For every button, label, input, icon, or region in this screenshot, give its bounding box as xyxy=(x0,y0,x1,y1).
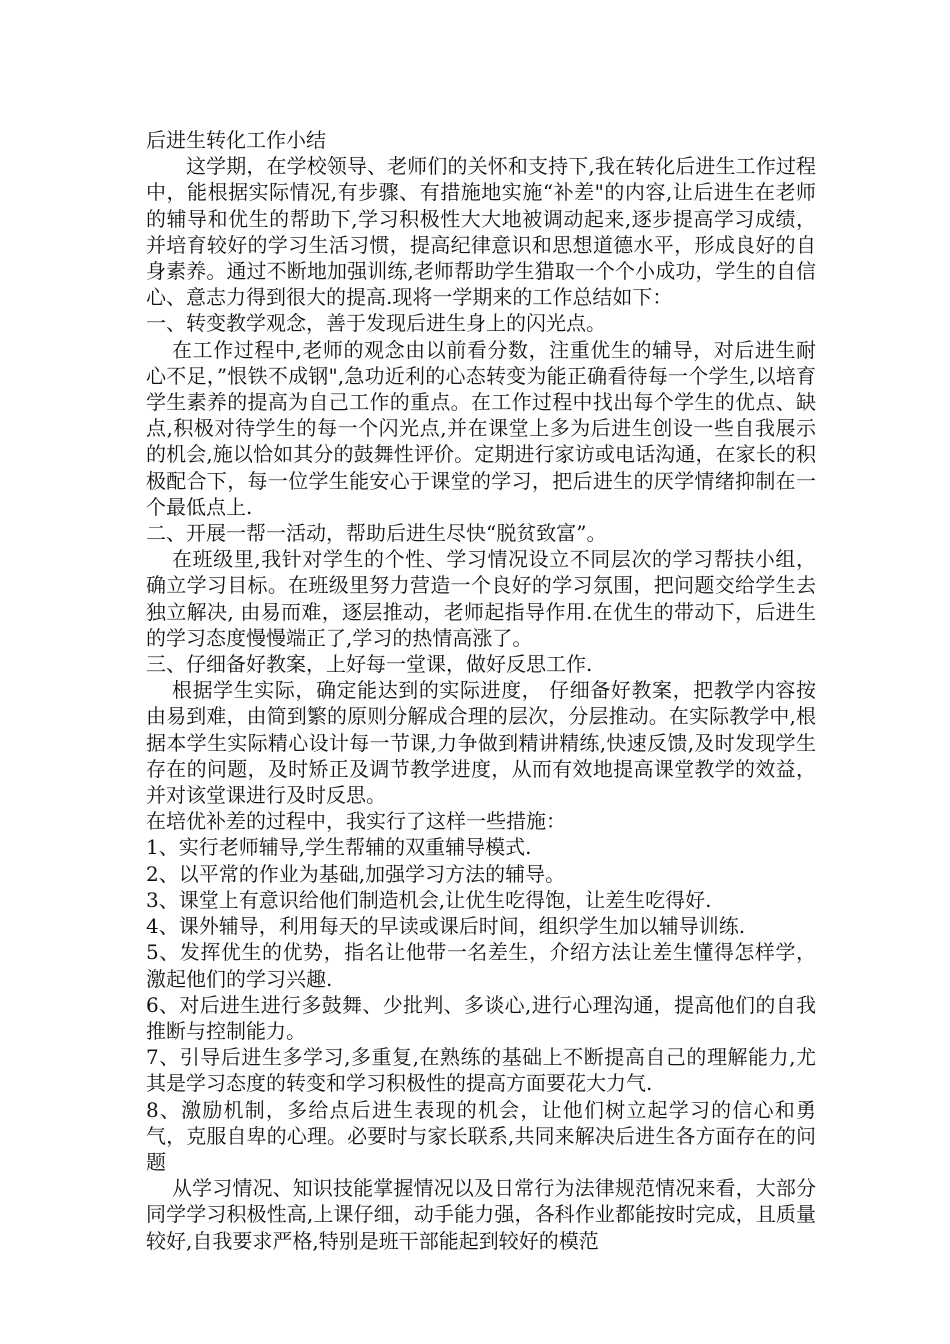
measure-item-6: 6、对后进生进行多鼓舞、少批判、多谈心,进行心理沟通，提高他们的自我推断与控制能力。 xyxy=(146,992,816,1043)
measure-item-7: 7、引导后进生多学习,多重复,在熟练的基础上不断提高自己的理解能力,尤其是学习态度的转变和学习积极性的提高方面要花大力气. xyxy=(146,1045,816,1096)
section3-paragraph: 根据学生实际，确定能达到的实际进度， 仔细备好教案，把教学内容按由易到难，由简到繁的原则分解成合理的层次，分层推动。在实际教学中,根据本学生实际精心设计每一节课,力争做到精讲精练,快速反馈,及时发现学生存在的问题，及时矫正及调节教学进度，从而有效地提高课堂教学的效益，并对该堂课进行及时反思。 xyxy=(146,678,816,808)
document-page xyxy=(146,127,816,1254)
measures-intro: 在培优补差的过程中，我实行了这样一些措施： xyxy=(146,809,566,834)
intro-paragraph: 这学期，在学校领导、老师们的关怀和支持下,我在转化后进生工作过程中，能根据实际情况,有步骤、有措施地实施“补差"的内容,让后进生在老师的辅导和优生的帮助下,学习积极性大大地被调动起来,逐步提高学习成绩，并培育较好的学习生活习惯，提高纪律意识和思想道德水平，形成良好的自身素养。通过不断地加强训练,老师帮助学生猎取一个个小成功，学生的自信心、意志力得到很大的提高.现将一学期来的工作总结如下： xyxy=(146,154,816,310)
document-title: 后进生转化工作小结 xyxy=(146,128,326,152)
measure-item-5: 5、发挥优生的优势，指名让他带一名差生，介绍方法让差生懂得怎样学，激起他们的学习兴趣. xyxy=(146,940,816,991)
section2-heading: 二、开展一帮一活动，帮助后进生尽快“脱贫致富”。 xyxy=(146,521,607,546)
measure-item-4: 4、课外辅导，利用每天的早读或课后时间，组织学生加以辅导训练. xyxy=(146,914,746,939)
section3-heading: 三、仔细备好教案，上好每一堂课，做好反思工作. xyxy=(146,652,593,677)
measure-item-8: 8、激励机制，多给点后进生表现的机会，让他们树立起学习的信心和勇气，克服自卑的心理。必要时与家长联系,共同来解决后进生各方面存在的问题 xyxy=(146,1097,816,1174)
conclusion-paragraph: 从学习情况、知识技能掌握情况以及日常行为法律规范情况来看，大部分同学学习积极性高,上课仔细，动手能力强，各科作业都能按时完成，且质量较好,自我要求严格,特别是班干部能起到较好的模范 xyxy=(146,1176,816,1253)
measure-item-3: 3、课堂上有意识给他们制造机会,让优生吃得饱，让差生吃得好. xyxy=(146,887,712,912)
section1-heading: 一、转变教学观念，善于发现后进生身上的闪光点。 xyxy=(146,311,606,336)
section1-paragraph: 在工作过程中,老师的观念由以前看分数，注重优生的辅导，对后进生耐心不足，”恨铁不成钢",急功近利的心态转变为能正确看待每一个学生,以培育学生素养的提高为自己工作的重点。在工作过程中找出每个学生的优点、缺点,积极对待学生的每一个闪光点,并在课堂上多为后进生创设一些自我展示的机会,施以恰如其分的鼓舞性评价。定期进行家访或电话沟通，在家长的积极配合下，每一位学生能安心于课堂的学习，把后进生的厌学情绪抑制在一个最低点上. xyxy=(146,337,816,519)
measure-item-1: 1、实行老师辅导,学生帮辅的双重辅导模式. xyxy=(146,835,532,860)
measure-item-2: 2、以平常的作业为基础,加强学习方法的辅导。 xyxy=(146,861,566,886)
section2-paragraph: 在班级里,我针对学生的个性、学习情况设立不同层次的学习帮扶小组，确立学习目标。在班级里努力营造一个良好的学习氛围，把问题交给学生去独立解决, 由易而难，逐层推动，老师起指导作用.在优生的带动下，后进生的学习态度慢慢端正了,学习的热情高涨了。 xyxy=(146,547,816,650)
